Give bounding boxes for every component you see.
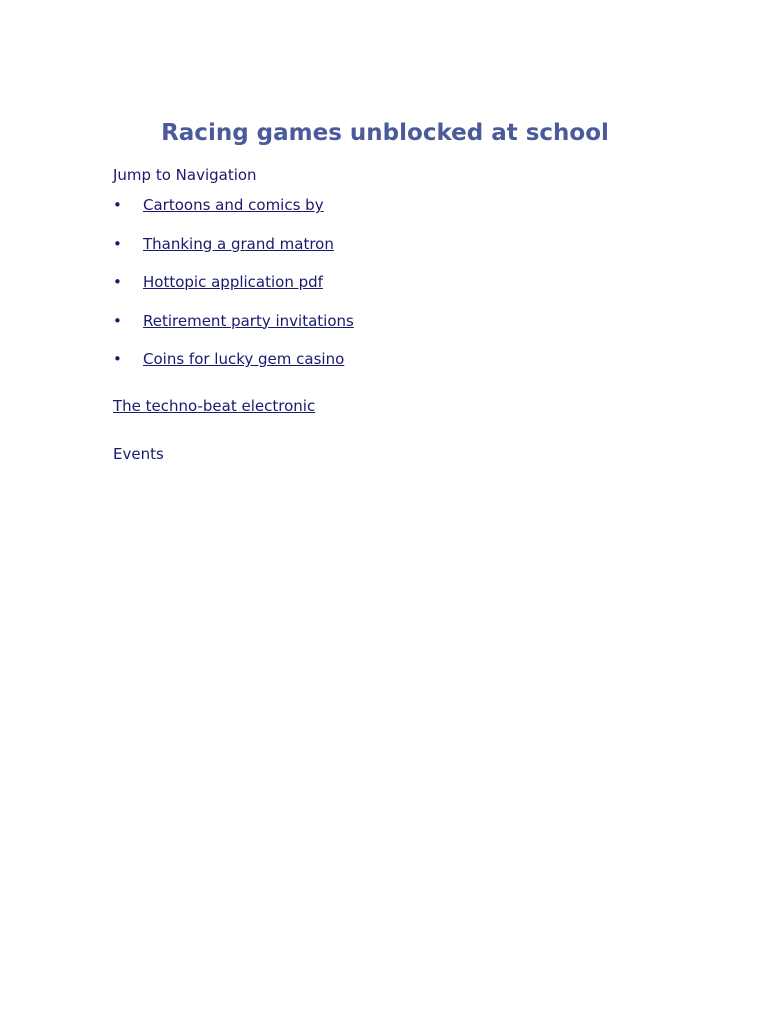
list-item bbox=[113, 350, 354, 389]
nav-link-thanking[interactable]: Thanking a grand matron bbox=[143, 234, 334, 253]
list-item bbox=[113, 235, 354, 274]
bullet-icon: • bbox=[113, 350, 122, 368]
jump-to-navigation-link[interactable]: Jump to Navigation bbox=[113, 166, 257, 184]
nav-link-hottopic[interactable]: Hottopic application pdf bbox=[143, 273, 323, 291]
techno-beat-link[interactable]: The techno-beat electronic bbox=[113, 397, 316, 415]
list-item bbox=[113, 273, 354, 312]
nav-link-retirement[interactable]: Retirement party invitations bbox=[143, 311, 354, 330]
nav-link-cartoons[interactable]: Cartoons and comics by bbox=[143, 196, 324, 214]
events-label: Events bbox=[113, 445, 164, 463]
list-item bbox=[113, 312, 354, 351]
bullet-icon: • bbox=[113, 273, 122, 291]
bullet-icon: • bbox=[113, 311, 122, 330]
list-item bbox=[113, 196, 354, 235]
bullet-icon: • bbox=[113, 234, 122, 253]
page-title: Racing games unblocked at school bbox=[161, 120, 609, 146]
techno-link-paragraph bbox=[113, 397, 315, 415]
nav-link-coins[interactable]: Coins for lucky gem casino bbox=[143, 350, 345, 368]
navigation-list bbox=[113, 196, 354, 389]
bullet-icon: • bbox=[113, 196, 122, 214]
